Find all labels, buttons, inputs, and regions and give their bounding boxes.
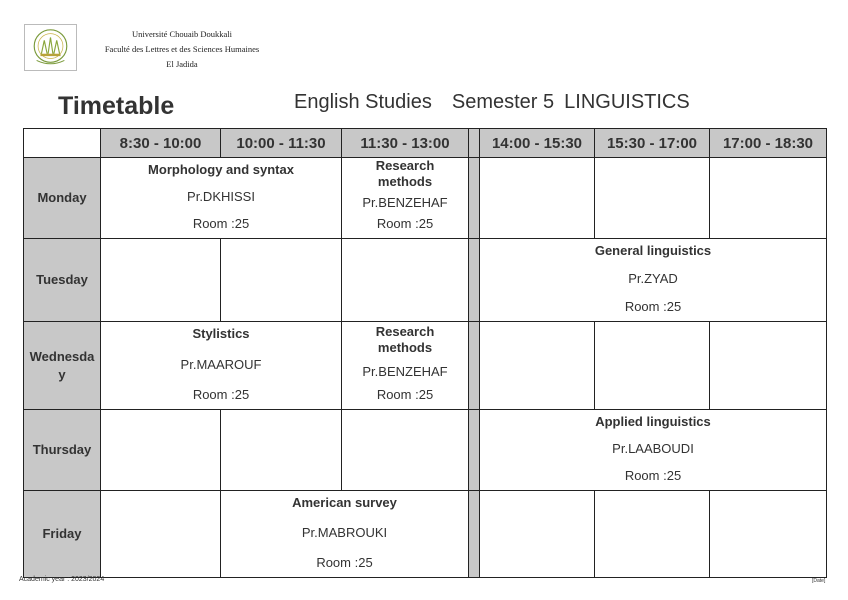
course-name: Stylistics [192,326,250,341]
timeslot-header: 15:30 - 17:00 [595,129,710,158]
university-crest-icon [25,25,76,70]
course-room: Room :25 [316,555,373,570]
course-professor: Pr.LAABOUDI [612,441,694,456]
institution-block [82,27,282,72]
empty-slot [480,491,595,578]
date-placeholder: [Date] [812,578,826,584]
timeslot-header: 17:00 - 18:30 [710,129,827,158]
academic-year: Academic year : 2023/2024 [19,576,105,583]
course-room: Room :25 [624,468,682,483]
program-heading [294,91,690,114]
university-name: Université Chouaib Doukkali [131,29,233,39]
course-cell [480,410,827,491]
course-name: Applied linguistics [595,414,711,429]
course-name: Research methods [375,158,435,189]
day-row-tuesday [24,239,827,322]
course-professor: Pr.ZYAD [628,271,678,286]
day-label-thursday: Thursday [24,410,101,491]
course-name: General linguistics [594,243,712,258]
course-cell [342,322,469,410]
timeslot-header: 8:30 - 10:00 [101,129,221,158]
course-professor: Pr.DKHISSI [187,189,255,204]
empty-slot [710,322,827,410]
empty-slot [480,158,595,239]
timeslot-header: 11:30 - 13:00 [342,129,469,158]
course-cell [101,322,342,410]
lunch-break-cell [469,491,480,578]
course-cell [480,239,827,322]
day-row-friday [24,491,827,578]
semester-label: Semester 5 [451,91,555,113]
empty-slot [595,322,710,410]
course-professor: Pr.MAAROUF [180,356,262,372]
day-row-thursday [24,410,827,491]
empty-slot [221,239,342,322]
timeslot-header: 10:00 - 11:30 [221,129,342,158]
timeslot-header: 14:00 - 15:30 [480,129,595,158]
day-label-tuesday: Tuesday [24,239,101,322]
lunch-break-cell [469,322,480,410]
day-label-wednesday-text: Wednesda y [29,348,95,382]
university-logo [24,24,77,71]
empty-slot [710,491,827,578]
empty-slot [221,410,342,491]
course-room: Room :25 [376,387,434,402]
empty-slot [101,491,221,578]
lunch-break-cell [469,239,480,322]
faculty-name: Faculté des Lettres et des Sciences Humaines [104,44,260,54]
page-title: Timetable [58,92,175,120]
day-label-friday: Friday [24,491,101,578]
course-room: Room :25 [192,387,250,402]
program-name: English Studies [294,91,432,113]
course-name: Morphology and syntax [148,162,294,177]
lunch-break-cell [469,158,480,239]
corner-cell [24,129,101,158]
course-professor: Pr.MABROUKI [301,525,388,540]
day-row-monday [24,158,827,239]
course-professor: Pr.BENZEHAF [362,363,448,379]
course-room: Room :25 [192,216,250,231]
timeslot-header-row [24,129,827,158]
timetable-grid [23,128,827,578]
lunch-break-column [469,129,480,158]
empty-slot [595,158,710,239]
empty-slot [342,410,469,491]
course-room: Room :25 [376,216,434,231]
empty-slot [101,239,221,322]
empty-slot [710,158,827,239]
empty-slot [480,322,595,410]
course-name: American survey [292,495,397,510]
empty-slot [595,491,710,578]
course-room: Room :25 [624,299,682,314]
day-row-wednesday [24,322,827,410]
track-label: LINGUISTICS [564,91,690,113]
course-professor: Pr.BENZEHAF [362,195,448,210]
course-cell [221,491,469,578]
empty-slot [101,410,221,491]
course-cell [342,158,469,239]
course-name: Research methods [375,324,435,355]
city-name: El Jadida [166,59,198,69]
day-label-monday: Monday [24,158,101,239]
day-label-wednesday [24,322,101,410]
course-cell [101,158,342,239]
lunch-break-cell [469,410,480,491]
empty-slot [342,239,469,322]
